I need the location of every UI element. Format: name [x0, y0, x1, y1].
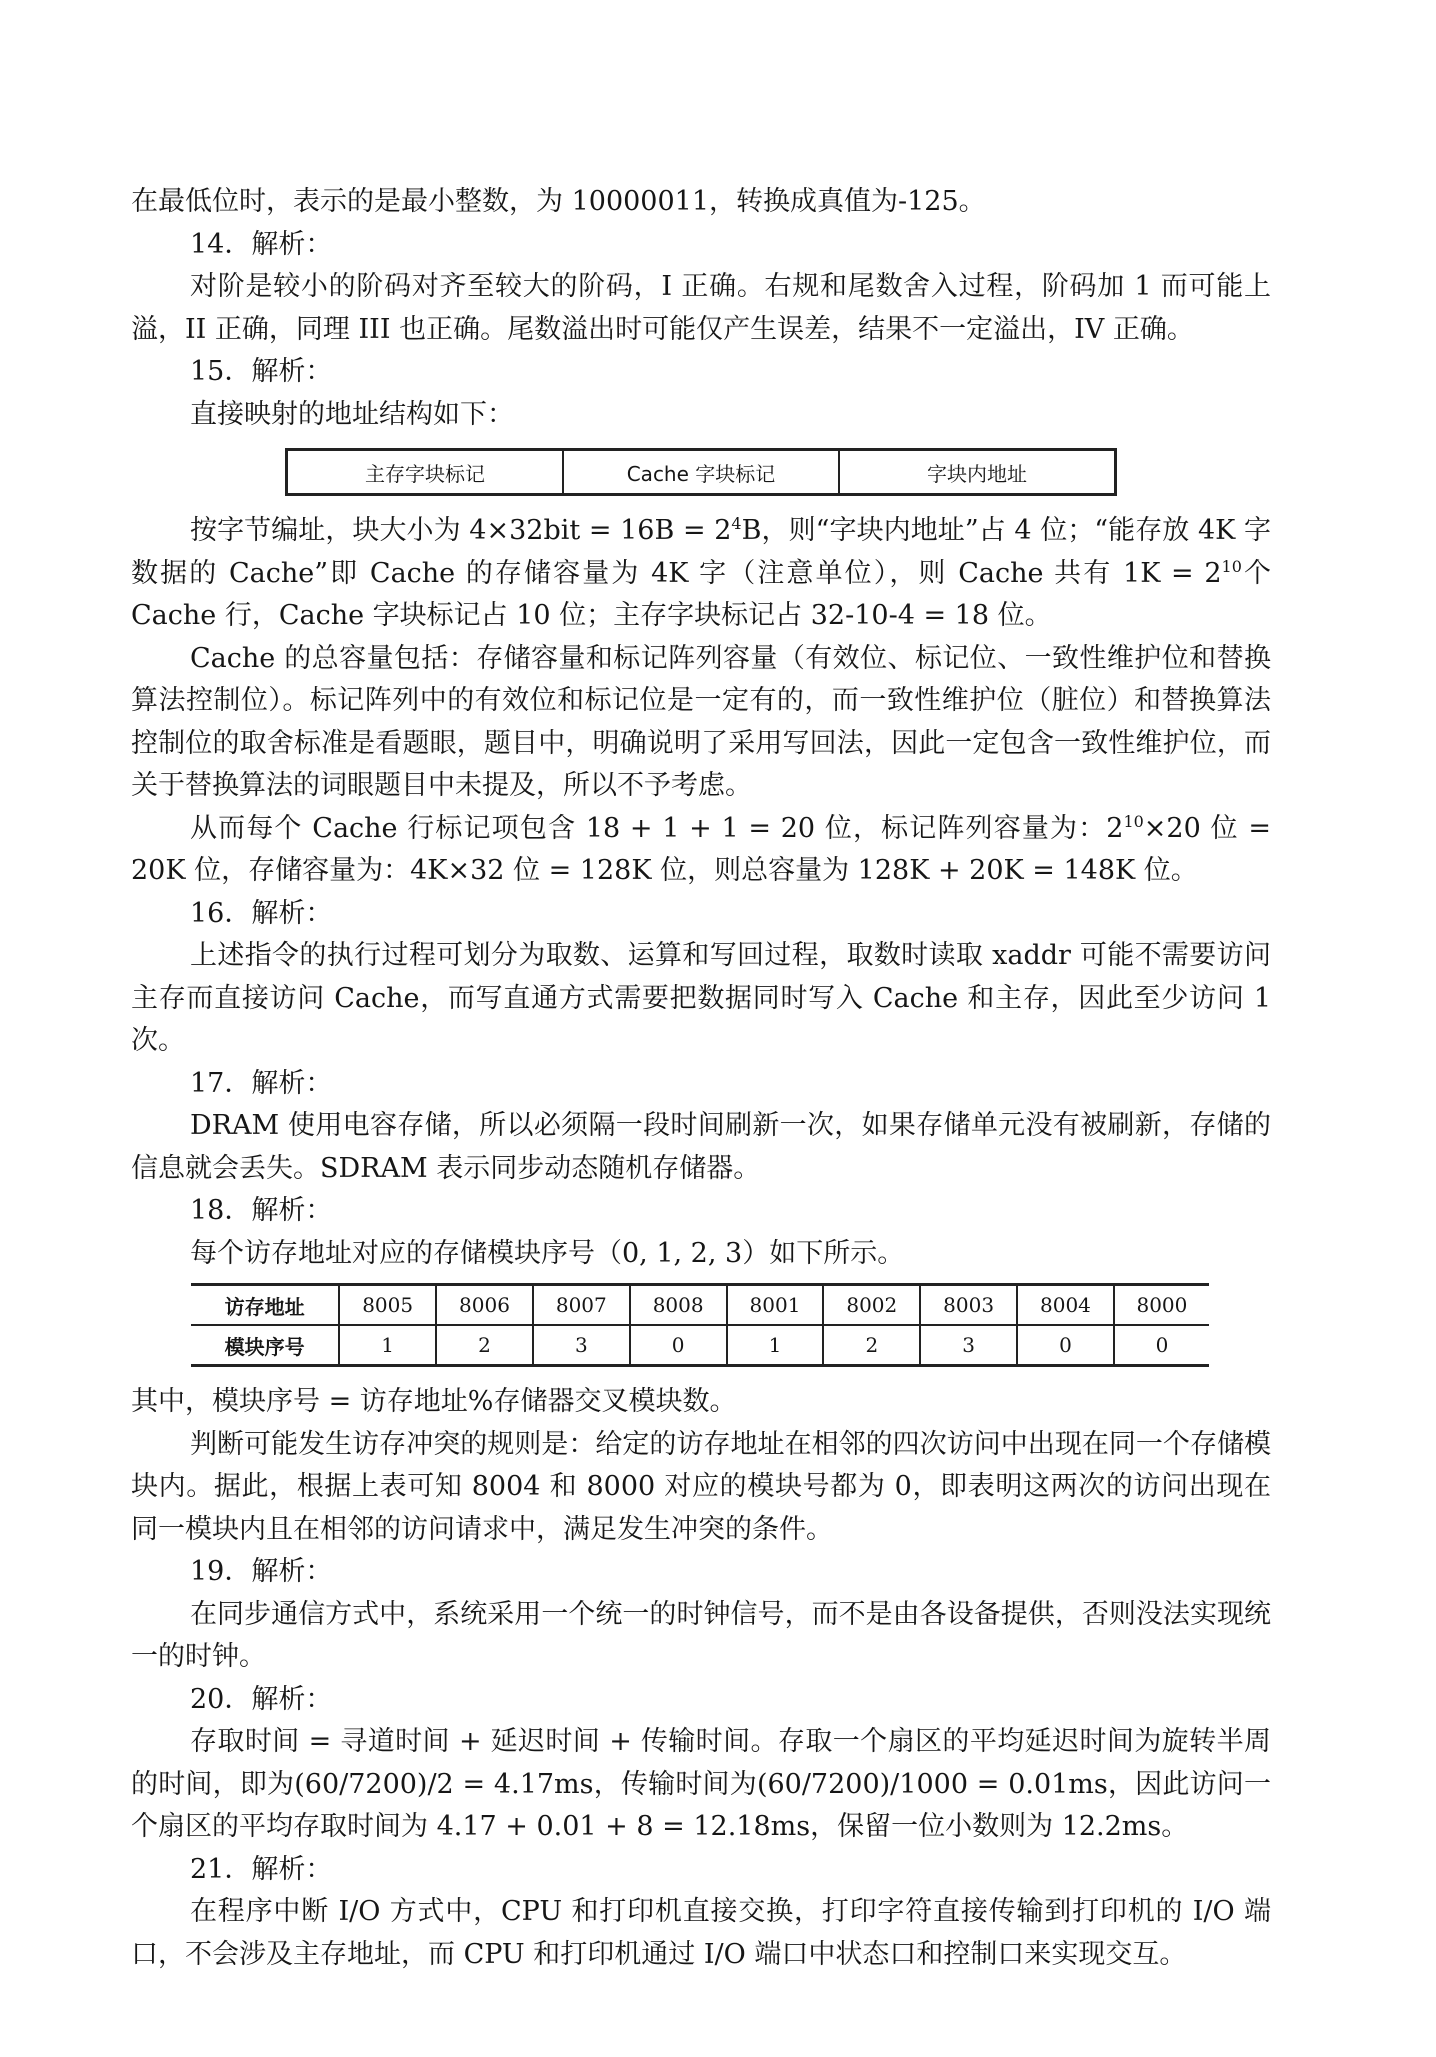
mod-cell: 0 — [1017, 1325, 1114, 1366]
mod-cell: 2 — [436, 1325, 533, 1366]
addr-cell: 8005 — [339, 1285, 436, 1326]
heading-q20: 20．解析： — [190, 1683, 333, 1715]
mod-label-cell: 模块序号 — [224, 1334, 305, 1359]
paragraph-q15-bits: 按字节编址，块大小为 $4\times 32bit = 16B = 2^4B$，则“字块内地址”占 4 位；“能存放 4K 字数据的 Cache”即 Cache 的存储容量为 4K 字（注意单位），则 Cache 共有 $1K = 2^{10}$个 Cache 行，Cache 字块标记占 10 位；主存字块标记占 32-10-4 = 18 位。 — [131, 514, 1271, 631]
addr-field-offset: 字块内地址 — [927, 461, 1027, 486]
paragraph-q18-rule: 判断可能发生访存冲突的规则是：给定的访存地址在相邻的四次访问中出现在同一个存储模块内。据此，根据上表可知 8004 和 8000 对应的模块号都为 0，即表明这两次的访问出现在同一模块内且在相邻的访问请求中，满足发生冲突的条件。 — [131, 1428, 1271, 1545]
addr-cell: 8003 — [920, 1285, 1017, 1326]
mod-cell: 3 — [533, 1325, 630, 1366]
addr-cell: 8006 — [436, 1285, 533, 1326]
heading-q16: 16．解析： — [190, 897, 333, 929]
module-table — [191, 1283, 1209, 1367]
paragraph-q21: 在程序中断 I/O 方式中，CPU 和打印机直接交换，打印字符直接传输到打印机的 I/O 端口，不会涉及主存地址，而 CPU 和打印机通过 I/O 端口中状态口和控制口来实现交互。 — [131, 1896, 1271, 1970]
mod-cell: 1 — [727, 1325, 824, 1366]
mod-cell: 0 — [1114, 1325, 1209, 1366]
addr-cell: 8008 — [630, 1285, 727, 1326]
heading-q21: 21．解析： — [190, 1853, 333, 1885]
address-structure-table — [285, 448, 1117, 496]
paragraph-q20: 存取时间 = 寻道时间 + 延迟时间 + 传输时间。存取一个扇区的平均延迟时间为旋转半周的时间，即为(60/7200)/2 = 4.17ms，传输时间为(60/7200)/1000 = 0.01ms，因此访问一个扇区的平均存取时间为 4.17 + 0.01 + 8 = 12.18ms，保留一位小数则为 12.2ms。 — [131, 1726, 1271, 1842]
addr-cell: 8007 — [533, 1285, 630, 1326]
paragraph-q14: 对阶是较小的阶码对齐至较大的阶码，I 正确。右规和尾数舍入过程，阶码加 1 而可能上溢，II 正确，同理 III 也正确。尾数溢出时可能仅产生误差，结果不一定溢出，IV 正确。 — [131, 271, 1271, 345]
mod-cell: 2 — [823, 1325, 920, 1366]
paragraph-q15-intro: 直接映射的地址结构如下： — [190, 398, 514, 430]
addr-cell: 8000 — [1114, 1285, 1209, 1326]
heading-q18: 18．解析： — [190, 1195, 333, 1226]
mod-cell: 0 — [630, 1325, 727, 1366]
heading-q19: 19．解析： — [190, 1556, 333, 1587]
paragraph-q18-intro: 每个访存地址对应的存储模块序号（0, 1, 2, 3）如下所示。 — [190, 1237, 905, 1269]
heading-q17: 17．解析： — [190, 1067, 333, 1099]
mod-cell: 1 — [339, 1325, 436, 1366]
addr-cell: 8002 — [823, 1285, 920, 1326]
paragraph-q18-formula: 其中，模块序号 = 访存地址%存储器交叉模块数。 — [131, 1386, 737, 1417]
paragraph-q15-capacity: Cache 的总容量包括：存储容量和标记阵列容量（有效位、标记位、一致性维护位和替换算法控制位）。标记阵列中的有效位和标记位是一定有的，而一致性维护位（脏位）和替换算法控制位的取舍标准是看题眼，题目中，明确说明了采用写回法，因此一定包含一致性维护位，而关于替换算法的词眼题目中未提及，所以不予考虑。 — [131, 642, 1271, 801]
table-row-addresses — [191, 1285, 1209, 1326]
addr-cell: 8004 — [1017, 1285, 1114, 1326]
table-row-modules — [191, 1325, 1209, 1366]
addr-cell: 8001 — [727, 1285, 824, 1326]
addr-field-cache-tag: Cache 字块标记 — [564, 451, 840, 493]
addr-label-cell: 访存地址 — [191, 1285, 339, 1326]
paragraph-q17: DRAM 使用电容存储，所以必须隔一段时间刷新一次，如果存储单元没有被刷新，存储的信息就会丢失。SDRAM 表示同步动态随机存储器。 — [131, 1110, 1271, 1184]
heading-q14: 14．解析： — [190, 228, 333, 260]
heading-q15: 15．解析： — [190, 356, 333, 387]
paragraph-13-end: 在最低位时，表示的是最小整数，为 10000011，转换成真值为-125。 — [131, 186, 986, 217]
addr-field-main-tag: 主存字块标记 — [288, 451, 564, 493]
page-content — [131, 181, 1271, 1976]
paragraph-q15-total: 从而每个 Cache 行标记项包含 18 + 1 + 1 = 20 位，标记阵列容量为：$2^{10}\times 20$ 位 = 20K 位，存储容量为：4K×32 位 = 128K 位，则总容量为 128K + 20K = 148K 位。 — [131, 811, 1271, 886]
mod-cell: 3 — [920, 1325, 1017, 1366]
paragraph-q19: 在同步通信方式中，系统采用一个统一的时钟信号，而不是由各设备提供，否则没法实现统一的时钟。 — [131, 1598, 1271, 1672]
paragraph-q16: 上述指令的执行过程可划分为取数、运算和写回过程，取数时读取 xaddr 可能不需要访问主存而直接访问 Cache，而写直通方式需要把数据同时写入 Cache 和主存，因此至少访问 1 次。 — [131, 940, 1271, 1056]
